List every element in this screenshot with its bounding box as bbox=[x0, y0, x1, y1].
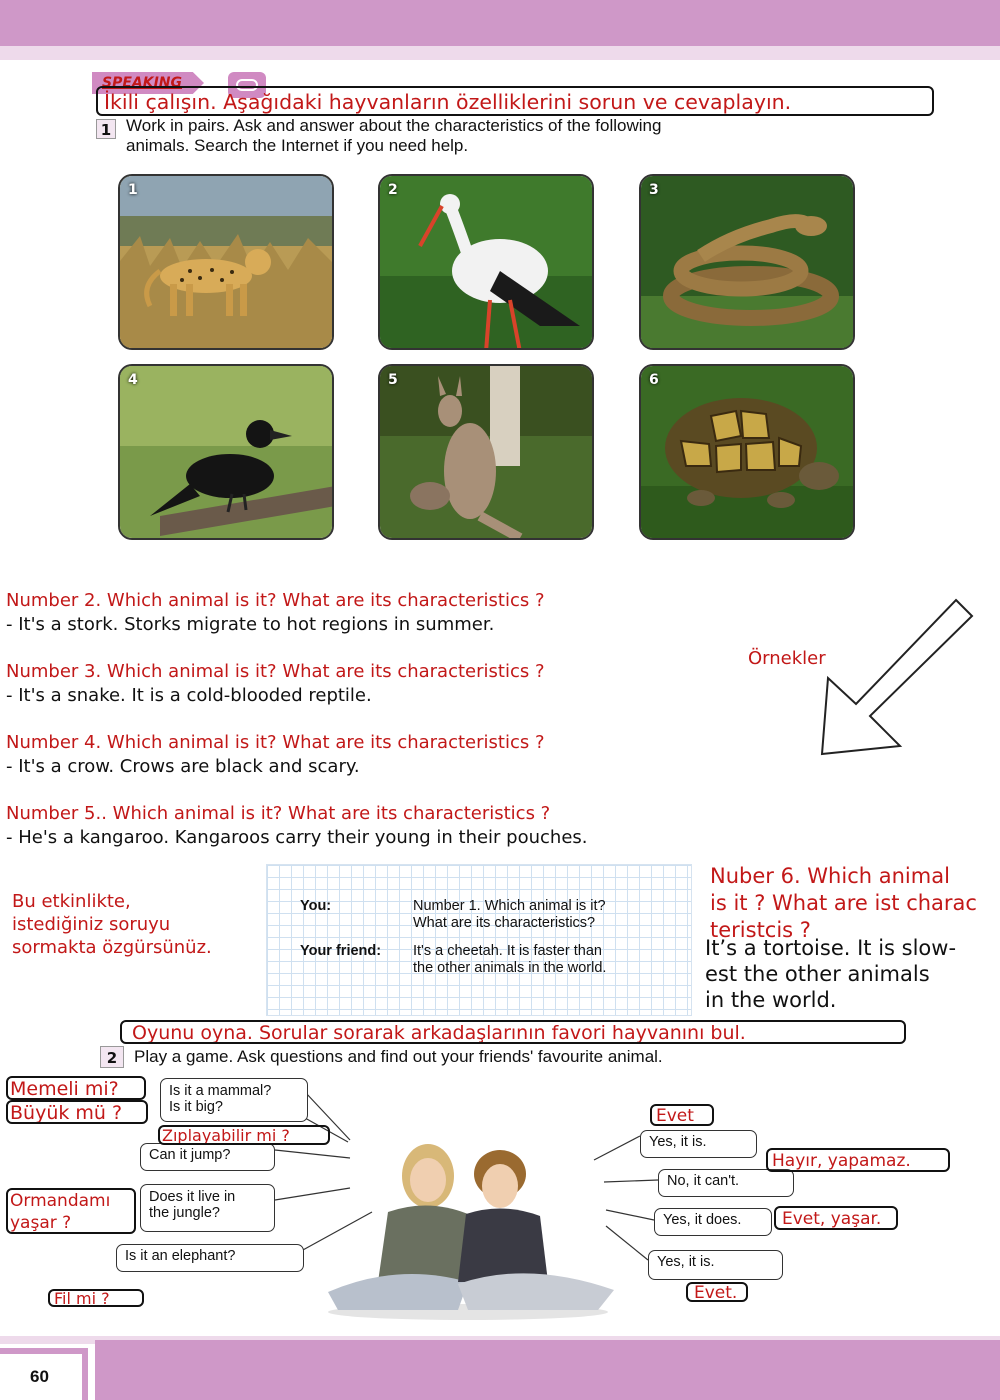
top-banner bbox=[0, 0, 1000, 46]
photo-number: 6 bbox=[649, 372, 659, 388]
example-answer-3: - It's a snake. It is a cold-blooded reptile. bbox=[6, 685, 372, 706]
number6-question-line3: teristcis ? bbox=[710, 918, 811, 942]
bubble-line: Yes, it does. bbox=[663, 1212, 742, 1228]
freedom-note-line3: sormakta özgürsünüz. bbox=[12, 937, 212, 958]
note-line: yaşar ? bbox=[10, 1213, 72, 1233]
question-bubble-elephant bbox=[116, 1244, 304, 1272]
note-evet-2: Evet. bbox=[686, 1282, 748, 1302]
example-answer-5: - He's a kangaroo. Kangaroos carry their young in their pouches. bbox=[6, 827, 588, 848]
photo-snake bbox=[639, 174, 855, 350]
question-bubble-jungle bbox=[140, 1184, 275, 1232]
dialogue-friend-line2: the other animals in the world. bbox=[413, 960, 607, 976]
exercise2-turkish-instruction: Oyunu oyna. Sorular sorarak arkadaşlarının favori hayvanını bul. bbox=[120, 1020, 906, 1044]
dialogue-friend-label: Your friend: bbox=[300, 943, 382, 959]
top-banner-stripe bbox=[0, 46, 1000, 60]
answer-bubble-no-it-cant bbox=[658, 1169, 794, 1197]
photo-number: 1 bbox=[128, 182, 138, 198]
exercise2-number: 2 bbox=[100, 1046, 124, 1068]
footer-banner bbox=[95, 1340, 1000, 1400]
exercise2-instruction: Play a game. Ask questions and find out your friends' favourite animal. bbox=[134, 1047, 663, 1066]
exercise1-instruction-line1: Work in pairs. Ask and answer about the characteristics of the following bbox=[126, 116, 662, 135]
example-question-2: Number 2. Which animal is it? What are its characteristics ? bbox=[6, 590, 545, 611]
bubble-line: Yes, it is. bbox=[649, 1134, 707, 1150]
dialogue-friend-line1: It's a cheetah. It is faster than bbox=[413, 943, 602, 959]
question-bubble-jump bbox=[140, 1143, 275, 1171]
exercise1-instruction-line2: animals. Search the Internet if you need help. bbox=[126, 136, 469, 155]
photo-tortoise bbox=[639, 364, 855, 540]
exercise1-turkish-instruction: İkili çalışın. Aşağıdaki hayvanların özelliklerini sorun ve cevaplayın. bbox=[96, 86, 934, 116]
note-memeli: Memeli mi? bbox=[6, 1076, 146, 1100]
example-answer-2: - It's a stork. Storks migrate to hot regions in summer. bbox=[6, 614, 495, 635]
speaking-label: SPEAKING bbox=[102, 75, 183, 91]
note-evet-yasar: Evet, yaşar. bbox=[774, 1206, 898, 1230]
photo-crow bbox=[118, 364, 334, 540]
bubble-line: No, it can't. bbox=[667, 1173, 740, 1189]
example-question-3: Number 3. Which animal is it? What are its characteristics ? bbox=[6, 661, 545, 682]
bubble-line: Does it live in bbox=[149, 1189, 236, 1205]
photo-cheetah bbox=[118, 174, 334, 350]
example-question-5: Number 5.. Which animal is it? What are its characteristics ? bbox=[6, 803, 551, 824]
dialogue-you-line2: What are its characteristics? bbox=[413, 915, 596, 931]
bubble-line: Yes, it is. bbox=[657, 1254, 715, 1270]
photo-number: 3 bbox=[649, 182, 659, 198]
photo-number: 2 bbox=[388, 182, 398, 198]
example-answer-4: - It's a crow. Crows are black and scary. bbox=[6, 756, 360, 777]
examples-label: Örnekler bbox=[748, 648, 826, 669]
number6-answer-line2: est the other animals bbox=[705, 962, 930, 986]
number6-answer-line3: in the world. bbox=[705, 988, 837, 1012]
dialogue-box bbox=[266, 864, 692, 1016]
note-ziplayabilir: Zıplayabilir mi ? bbox=[158, 1125, 330, 1145]
bubble-line: Is it big? bbox=[169, 1099, 223, 1115]
bubble-line: Is it a mammal? bbox=[169, 1083, 272, 1099]
note-evet-1: Evet bbox=[650, 1104, 714, 1126]
freedom-note-line1: Bu etkinlikte, bbox=[12, 891, 131, 912]
answer-bubble-yes-it-is-2 bbox=[648, 1250, 783, 1280]
photo-number: 5 bbox=[388, 372, 398, 388]
exercise1-number: 1 bbox=[96, 119, 116, 139]
freedom-note-line2: istediğiniz soruyu bbox=[12, 914, 171, 935]
page-number: 60 bbox=[30, 1367, 49, 1386]
answer-bubble-yes-it-is bbox=[640, 1130, 757, 1158]
answer-bubble-yes-it-does bbox=[654, 1208, 772, 1236]
note-hayir: Hayır, yapamaz. bbox=[766, 1148, 950, 1172]
photo-kangaroo bbox=[378, 364, 594, 540]
bubble-line: Can it jump? bbox=[149, 1147, 231, 1163]
photo-number: 4 bbox=[128, 372, 138, 388]
number6-question-line1: Nuber 6. Which animal bbox=[710, 864, 950, 888]
photo-stork bbox=[378, 174, 594, 350]
example-question-4: Number 4. Which animal is it? What are its characteristics ? bbox=[6, 732, 545, 753]
bubble-line: Is it an elephant? bbox=[125, 1248, 236, 1264]
note-ormanda bbox=[6, 1188, 136, 1234]
dialogue-you-line1: Number 1. Which animal is it? bbox=[413, 898, 606, 914]
bubble-line: the jungle? bbox=[149, 1205, 220, 1221]
note-fil: Fil mi ? bbox=[48, 1289, 144, 1307]
arrow-down-left-icon bbox=[800, 596, 980, 766]
note-buyuk: Büyük mü ? bbox=[6, 1100, 148, 1124]
number6-question-line2: is it ? What are ist charac bbox=[710, 891, 977, 915]
question-bubble-mammal bbox=[160, 1078, 308, 1122]
note-line: Ormandamı bbox=[10, 1191, 111, 1211]
number6-answer-line1: It’s a tortoise. It is slow- bbox=[705, 936, 957, 960]
dialogue-you-label: You: bbox=[300, 898, 332, 914]
